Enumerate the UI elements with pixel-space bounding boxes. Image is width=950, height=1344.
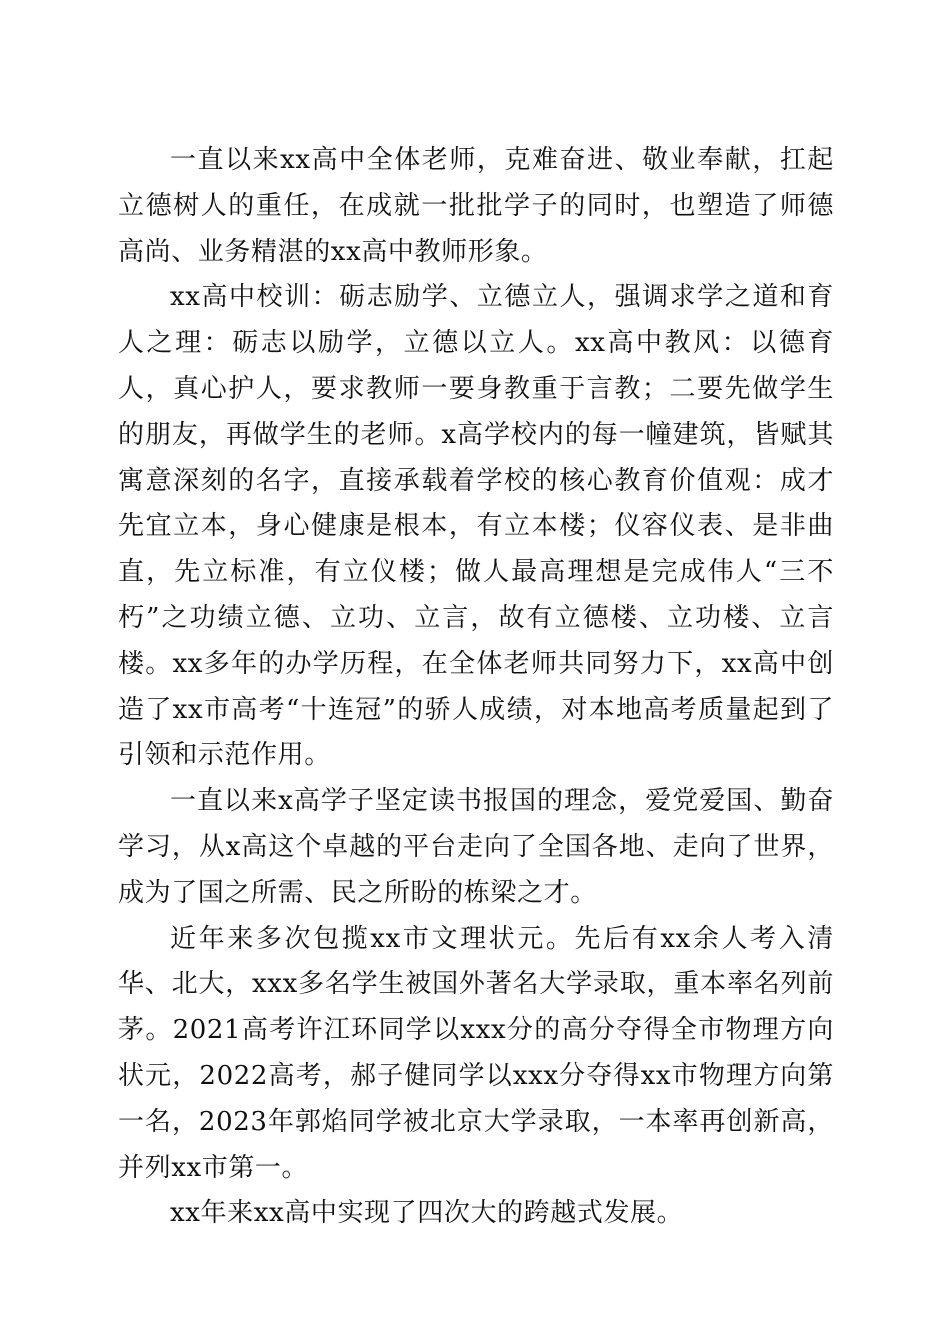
paragraph-development: xx年来xx高中实现了四次大的跨越式发展。 bbox=[170, 1198, 684, 1229]
document-body bbox=[118, 138, 834, 1237]
paragraph-school-motto: xx高中校训：砺志励学、立德立人，强调求学之道和育人之理：砺志以励学，立德以立人。xx高中教风：以德育人，真心护人，要求教师一要身教重于言教；二要先做学生的朋友，再做学生的老师。x高学校内的每一幢建筑，皆赋其寓意深刻的名字，直接承载着学校的核心教育价值观：成才先宜立本，身心健康是根本，有立本楼；仪容仪表、是非曲直，先立标准，有立仪楼；做人最高理想是完成伟人“三不朽”之功绩立德、立功、立言，故有立德楼、立功楼、立言楼。xx多年的办学历程，在全体老师共同努力下，xx高中创造了xx市高考“十连冠”的骄人成绩，对本地高考质量起到了引领和示范作用。 bbox=[118, 282, 834, 771]
paragraph-achievements: 近年来多次包揽xx市文理状元。先后有xx余人考入清华、北大，xxx多名学生被国外著名大学录取，重本率名列前茅。2021高考许江环同学以xxx分的高分夺得全市物理方向状元，2022高考，郝子健同学以xxx分夺得xx市物理方向第一名，2023年郭焰同学被北京大学录取，一本率再创新高，并列xx市第一。 bbox=[118, 923, 834, 1183]
paragraph-students: 一直以来x高学子坚定读书报国的理念，爱党爱国、勤奋学习，从x高这个卓越的平台走向了全国各地、走向了世界，成为了国之所需、民之所盼的栋梁之才。 bbox=[118, 786, 834, 908]
paragraph-teachers: 一直以来xx高中全体老师，克难奋进、敬业奉献，扛起立德树人的重任，在成就一批批学子的同时，也塑造了师德高尚、业务精湛的xx高中教师形象。 bbox=[118, 145, 834, 267]
